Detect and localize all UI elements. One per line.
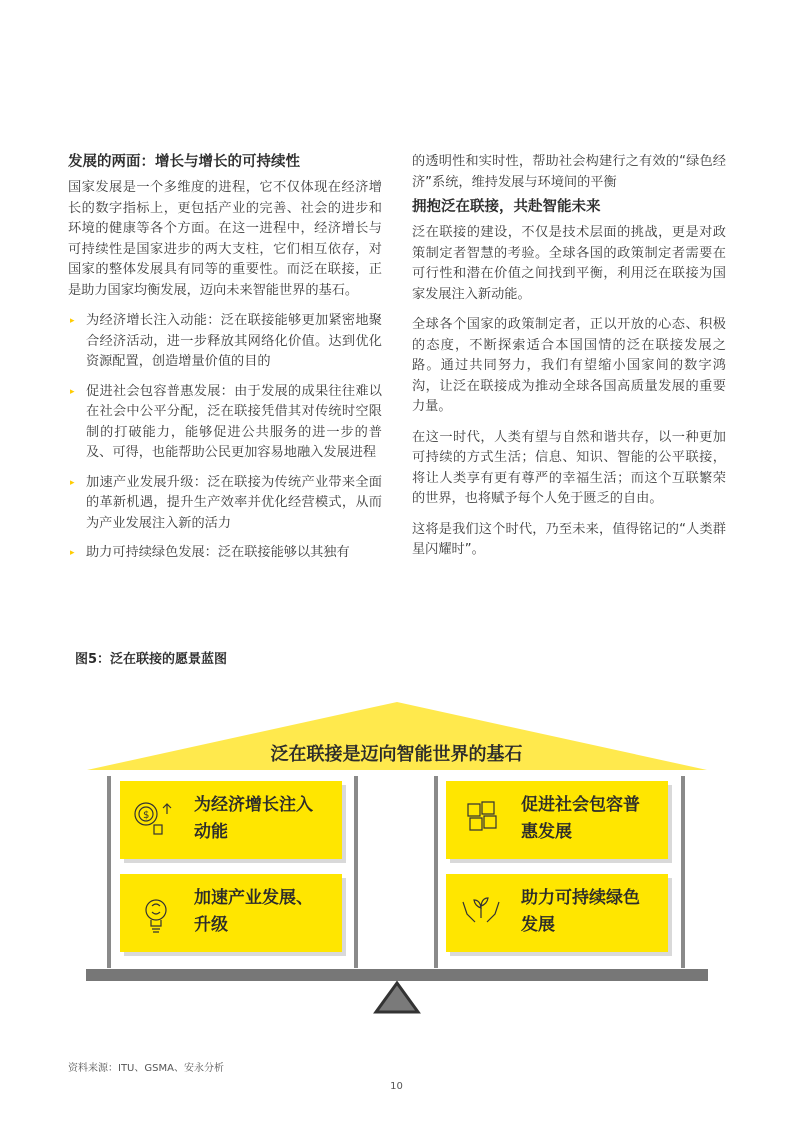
card-green-label: 助力可持续绿色 发展 [521, 888, 640, 935]
body-paragraph: 在这一时代，人类有望与自然和谐共存，以一种更加可持续的方式生活；信息、知识、智能的公平联接，将让人类享有更有尊严的幸福生活；而这个互联繁荣的世界，也将赋予每个人免于匮乏的自由。 [412, 429, 726, 506]
pillar-left-outer [107, 776, 111, 968]
source-note: 资料来源：ITU、GSMA、安永分析 [68, 1063, 224, 1074]
pillar-right-inner [434, 776, 438, 968]
body-paragraph: 泛在联接的建设，不仅是技术层面的挑战，更是对政策制定者智慧的考验。全球各国的政策制定者需要在可行性和潜在价值之间找到平衡，利用泛在联接为国家发展注入新动能。 [412, 225, 726, 302]
bullet-list [68, 311, 382, 564]
continuation-paragraph: 的透明性和实时性，帮助社会构建行之有效的“绿色经济”系统，维持发展与环境间的平衡 [412, 154, 726, 190]
vision-diagram [0, 690, 793, 1030]
intro-paragraph: 国家发展是一个多维度的进程，它不仅体现在经济增长的数字指标上，更包括产业的完善、社会的进步和环境的健康等各个方面。在这一进程中，经济增长与可持续性是国家进步的两大支柱，它们相互依存，对国家的整体发展具有同等的重要性。而泛在联接，正是助力国家均衡发展，迈向未来智能世界的基石。 [68, 180, 382, 298]
body-paragraph: 全球各个国家的政策制定者，正以开放的心态、积极的态度，不断探索适合本国国情的泛在联接发展之路。通过共同努力，我们有望缩小国家间的数字鸿沟，让泛在联接成为推动全球各国高质量发展的重要力量。 [412, 317, 726, 414]
list-item: ▸ 促进社会包容普惠发展：由于发展的成果往往难以在社会中公平分配，泛在联接凭借其对传统时空限制的打破能力，能够促进公共服务的进一步的普及、可得，也能帮助公民更加容易地融入发展进程 [70, 383, 382, 460]
list-item: ▸ 为经济增长注入动能：泛在联接能够更加紧密地聚合经济活动，进一步释放其网络化价值。达到优化资源配置，创造增量价值的目的 [70, 313, 382, 369]
card-economic-label: 为经济增长注入 动能 [194, 795, 313, 842]
list-item: ▸ 加速产业发展升级：泛在联接为传统产业带来全面的革新机遇，提升生产效率并优化经营模式，从而为产业发展注入新的活力 [70, 474, 382, 531]
pillar-left-inner [354, 776, 358, 968]
balance-beam [86, 969, 708, 981]
bullet-arrow-icon: ▸ [70, 316, 75, 326]
card-industry-label: 加速产业发展、 升级 [194, 888, 313, 935]
svg-text:$: $ [143, 810, 150, 821]
figure-title: 图5：泛在联接的愿景蓝图 [75, 652, 228, 667]
pillar-right-outer [681, 776, 685, 968]
page-number: 10 [390, 1081, 403, 1092]
bullet-arrow-icon: ▸ [70, 548, 75, 558]
section-heading-embrace: 拥抱泛在联接，共赴智能未来 [412, 199, 601, 215]
list-item: ▸ 助力可持续绿色发展：泛在联接能够以其独有 [68, 543, 382, 564]
section-heading-development: 发展的两面：增长与增长的可持续性 [68, 154, 300, 170]
bullet-arrow-icon: ▸ [70, 477, 75, 488]
bullet-arrow-icon: ▸ [70, 386, 75, 397]
roof-label: 泛在联接是迈向智能世界的基石 [270, 744, 523, 765]
body-paragraph: 这将是我们这个时代，乃至未来，值得铭记的“人类群星闪耀时”。 [412, 521, 726, 557]
right-column [412, 152, 726, 571]
fulcrum-triangle [376, 983, 418, 1012]
left-column [68, 152, 382, 573]
card-inclusive-label: 促进社会包容普 惠发展 [521, 795, 640, 842]
